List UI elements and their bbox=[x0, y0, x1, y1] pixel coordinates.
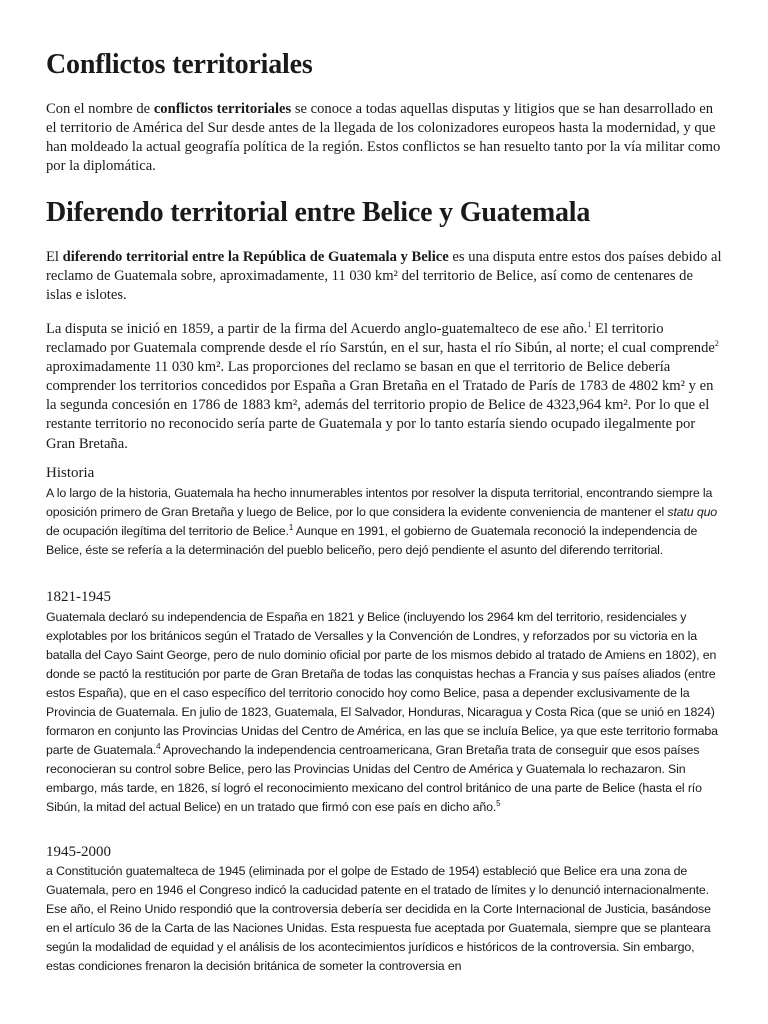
paragraph-diferendo-intro: El diferendo territorial entre la República de Guatemala y Belice es una disputa entre estos dos países debido al reclamo de Guatemala sobre, aproximadamente, 11 030 km² del territorio de Belice, así como de centenares de islas e islotes. bbox=[46, 249, 722, 304]
footnote-ref[interactable]: 1 bbox=[587, 320, 592, 330]
paragraph-historia: A lo largo de la historia, Guatemala ha hecho innumerables intentos por resolver la disputa territorial, encontrando siempre la oposición primero de Gran Bretaña y luego de Belice, por lo que considera la evidente conveniencia de mantener el statu quo de ocupación ilegítima del territorio de Belice.$^1$ Aunque en 1991, el gobierno de Guatemala reconoció la independencia de Belice, éste se refería a la determinación del pueblo beliceño, pero dejó pendiente el asunto del diferendo territorial. bbox=[46, 486, 718, 557]
paragraph-1945-2000: a Constitución guatemalteca de 1945 (eliminada por el golpe de Estado de 1954) estableció que Belice era una zona de Guatemala, pero en 1946 el Congreso indicó la caducidad patente en el tratado de límites y lo denunció internacionalmente. Ese año, el Reino Unido respondió que la controversia debería ser decidida en la Corte Internacional de Justicia, basándose en el artículo 36 de la Carta de las Naciones Unidas. Esta respuesta fue aceptada por Guatemala, siempre que se planteara según la modalidad de equidad y el análisis de los acontecimientos jurídicos e históricos de la controversia. Sin embargo, estas condiciones frenaron la decisión británica de someter la controversia en bbox=[46, 864, 711, 973]
footnote-ref[interactable]: 2 bbox=[714, 339, 719, 349]
footnote-ref[interactable]: 4 bbox=[156, 741, 161, 751]
italic-term: statu quo bbox=[667, 505, 718, 519]
bold-term: conflictos territoriales bbox=[153, 101, 292, 117]
section-title-conflictos: Conflictos territoriales bbox=[46, 49, 313, 80]
subheading-historia: Historia bbox=[46, 465, 95, 481]
section-title-diferendo: Diferendo territorial entre Belice y Guatemala bbox=[46, 197, 591, 228]
paragraph-conflictos-intro: Con el nombre de conflictos territoriales se conoce a todas aquellas disputas y litigios que se han desarrollado en el territorio de América del Sur desde antes de la llegada de los colonizadores europeos hasta la modernidad, y que han moldeado la actual geografía política de la región. Estos conflictos se han resuelto tanto por la vía militar como por la diplomática. bbox=[46, 101, 721, 175]
footnote-ref[interactable]: 1 bbox=[288, 522, 294, 532]
bold-term: diferendo territorial entre la República de Guatemala y Belice bbox=[62, 249, 449, 265]
paragraph-1821-1945: Guatemala declaró su independencia de España en 1821 y Belice (incluyendo los 2964 km del territorio, residenciales y explotables por los británicos según el Tratado de Versalles y la Convención de Londres, y reforzados por su victoria en la batalla del Cayo Saint George, pero de nulo dominio oficial por parte de los mismos debido al tratado de Amiens en 1802), en donde se pactó la restitución por parte de Gran Bretaña de todas las conquistas hechas a Francia y sus países aliados (entre estos España), que en el caso específico del territorio conocido hoy como Belice, pasa a depender exclusivamente de la Provincia de Guatemala. En julio de 1823, Guatemala, El Salvador, Honduras, Nicaragua y Costa Rica (que se unió en 1824) formaron en conjunto las Provincias Unidas del Centro de América, en las que se incluía Belice, ya que este territorio formaba parte de Guatemala.$^4$ Aprovechando la independencia centroamericana, Gran Bretaña trata de conseguir que esos países reconocieran su control sobre Belice, pero las Provincias Unidas del Centro de América y Guatemala lo rechazaron. Sin embargo, más tarde, en 1826, sí logró el reconocimiento mexicano del control británico de una parte de Belice (hasta el río Sibún, la mitad del actual Belice) en un tratado que firmó con ese país en dicho año.$^5$ bbox=[46, 610, 718, 814]
subheading-1945-2000: 1945-2000 bbox=[46, 844, 111, 860]
paragraph-disputa: La disputa se inició en 1859, a partir de la firma del Acuerdo anglo-guatemalteco de ese año.$^1$ El territorio reclamado por Guatemala comprende desde el río Sarstún, en el sur, hasta el río Sibún, al norte; el cual comprende$^2$ aproximadamente 11 030 km². Las proporciones del reclamo se basan en que el territorio de Belice debería comprender los territorios concedidos por España a Gran Bretaña en el Tratado de París de 1783 de 4802 km² y en la segunda concesión en 1786 de 1883 km², además del territorio propio de Belice de 4323,964 km². Por lo que el restante territorio no reconocido sería parte de Guatemala y por lo tanto estaría siendo ocupado ilegalmente por Gran Bretaña. bbox=[46, 320, 719, 452]
footnote-ref[interactable]: 5 bbox=[496, 798, 501, 808]
subheading-1821-1945: 1821-1945 bbox=[46, 589, 111, 605]
